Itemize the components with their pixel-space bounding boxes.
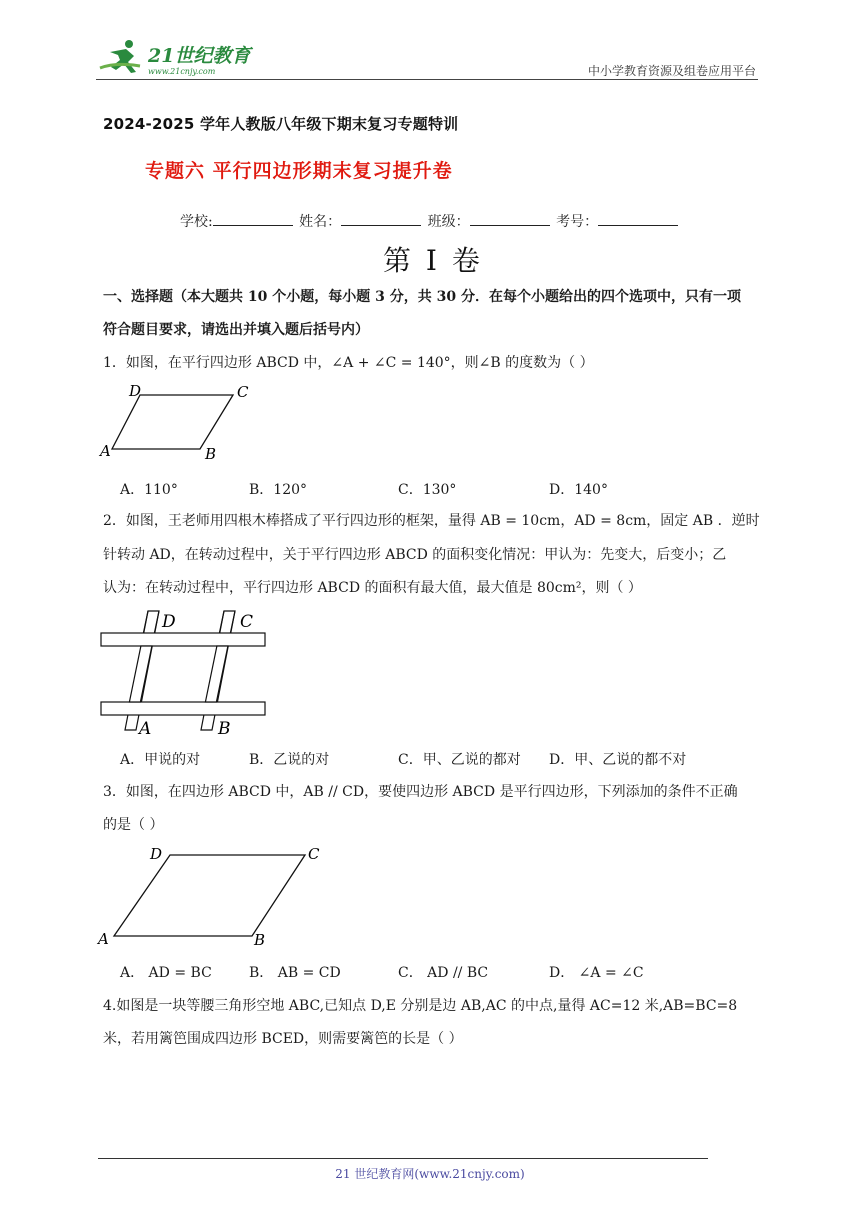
q3-option-c[interactable]: C． AD // BC bbox=[398, 965, 489, 981]
q2-option-a[interactable]: A．甲说的对 bbox=[120, 752, 201, 768]
question-1-text: 1．如图，在平行四边形 ABCD 中，∠A + ∠C = 140°，则∠B 的度数为（ ） bbox=[103, 355, 594, 371]
question-3-figure bbox=[96, 842, 336, 948]
parallelogram-shape bbox=[112, 395, 233, 449]
vertex-label-d: D bbox=[150, 845, 163, 863]
q1-option-d[interactable]: D．140° bbox=[549, 482, 608, 498]
vertex-label-a: A bbox=[100, 442, 111, 460]
exam-number-label: 考号： bbox=[556, 214, 599, 230]
q2-option-d[interactable]: D．甲、乙说的都不对 bbox=[549, 752, 687, 768]
footer-text[interactable]: 21 世纪教育网(www.21cnjy.com) bbox=[335, 1167, 525, 1181]
question-3-line1: 3．如图，在四边形 ABCD 中，AB // CD，要使四边形 ABCD 是平行四边形，下列添加的条件不正确 bbox=[103, 784, 738, 800]
question-4-line1: 4.如图是一块等腰三角形空地 ABC,已知点 D,E 分别是边 AB,AC 的中点,量得 AC=12 米,AB=BC=8 bbox=[103, 998, 738, 1014]
question-2-line2: 针转动 AD，在转动过程中，关于平行四边形 ABCD 的面积变化情况：甲认为：先变大，后变小；乙 bbox=[103, 547, 727, 563]
vertex-label-c: C bbox=[308, 845, 320, 863]
vertex-label-b: B bbox=[254, 931, 266, 948]
stick-dc bbox=[101, 633, 265, 646]
vertex-label-b: B bbox=[205, 445, 217, 463]
series-title: 2024-2025 学年人教版八年级下期末复习专题特训 bbox=[103, 115, 459, 133]
stick-ab bbox=[101, 702, 265, 715]
site-logo bbox=[96, 38, 256, 78]
logo-url-text: www.21cnjy.com bbox=[148, 67, 216, 76]
name-blank bbox=[341, 212, 421, 226]
class-label: 班级： bbox=[427, 214, 470, 230]
question-2-line1: 2．如图，王老师用四根木棒搭成了平行四边形的框架，量得 AB = 10cm，AD = 8cm，固定 AB ．逆时 bbox=[103, 513, 760, 529]
vertex-label-d: D bbox=[129, 382, 142, 400]
exam-number-blank bbox=[598, 212, 678, 226]
question-2-line3: 认为：在转动过程中，平行四边形 ABCD 的面积有最大值，最大值是 80cm²，则（ ） bbox=[103, 580, 642, 596]
logo-main-text: 21世纪教育 bbox=[148, 45, 251, 67]
vertex-label-b: B bbox=[218, 719, 231, 739]
vertex-label-c: C bbox=[240, 612, 254, 632]
q1-option-c[interactable]: C．130° bbox=[398, 482, 457, 498]
q2-option-b[interactable]: B．乙说的对 bbox=[249, 752, 330, 768]
question-4-line2: 米，若用篱笆围成四边形 BCED，则需要篱笆的长是（ ） bbox=[103, 1031, 463, 1047]
school-label: 学校: bbox=[180, 214, 213, 230]
question-1-figure bbox=[98, 380, 258, 464]
question-2-figure bbox=[98, 606, 273, 741]
vertex-label-c: C bbox=[237, 383, 249, 401]
vertex-label-a: A bbox=[139, 719, 152, 739]
q3-option-d[interactable]: D． ∠A = ∠C bbox=[549, 965, 644, 981]
q3-option-a[interactable]: A． AD = BC bbox=[120, 965, 212, 981]
q2-option-c[interactable]: C．甲、乙说的都对 bbox=[398, 752, 521, 768]
topic-title: 专题六 平行四边形期末复习提升卷 bbox=[145, 160, 453, 182]
section-heading-line2: 符合题目要求，请选出并填入题后括号内） bbox=[103, 322, 369, 338]
name-label: 姓名： bbox=[299, 214, 342, 230]
header-divider bbox=[96, 79, 758, 80]
runner-logo-icon bbox=[100, 40, 140, 73]
school-blank bbox=[213, 212, 293, 226]
header-platform-text: 中小学教育资源及组卷应用平台 bbox=[587, 64, 756, 78]
section-heading-line1: 一、选择题（本大题共 10 个小题，每小题 3 分，共 30 分．在每个小题给出的四个选项中，只有一项 bbox=[103, 289, 741, 305]
vertex-label-a: A bbox=[98, 930, 109, 948]
q1-option-b[interactable]: B．120° bbox=[249, 482, 308, 498]
footer-divider bbox=[98, 1158, 708, 1159]
question-3-line2: 的是（ ） bbox=[103, 817, 164, 833]
q3-option-b[interactable]: B． AB = CD bbox=[249, 965, 341, 981]
quadrilateral-shape bbox=[114, 855, 305, 936]
volume-title: 第 I 卷 bbox=[383, 244, 483, 277]
q1-option-a[interactable]: A．110° bbox=[120, 482, 178, 498]
vertex-label-d: D bbox=[162, 612, 176, 632]
class-blank bbox=[470, 212, 550, 226]
student-info-line bbox=[180, 211, 680, 231]
